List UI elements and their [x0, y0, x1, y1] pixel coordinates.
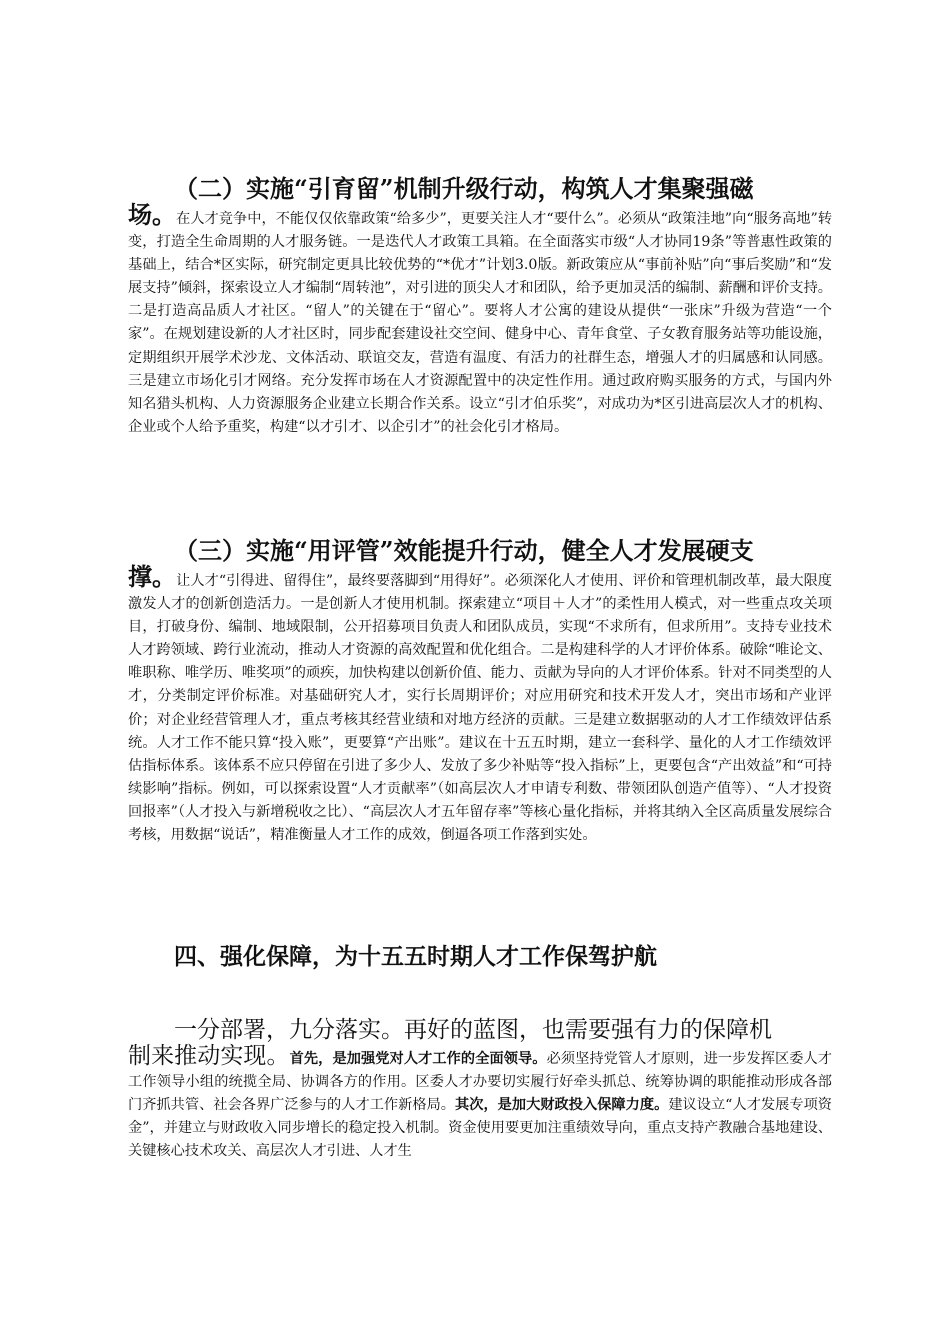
- section-4-body-2: 建议设立“人才发展专项资金”，并建立与财政收入同步增长的稳定投入机制。资金使用要更加注重绩效导向，重点支持产教融合基地建设、关键核心技术攻关、高层次人才引进、人才生: [128, 1097, 832, 1160]
- section-2-paragraph: [128, 200, 833, 439]
- section-3-body: 让人才“引得进、留得住”，最终要落脚到“用得好”。必须深化人才使用、评价和管理机制改革，最大限度激发人才的创新创造活力。一是创新人才使用机制。探索建立“项目＋人才”的柔性用人模式，对一些重点攻关项目，打破身份、编制、地域限制，公开招募项目负责人和团队成员，实现“不求所有，但求所用”。支持专业技术人才跨领域、跨行业流动，推动人才资源的高效配置和优化组合。二是构建科学的人才评价体系。破除“唯论文、唯职称、唯学历、唯奖项”的顽疾，加快构建以创新价值、能力、贡献为导向的人才评价体系。针对不同类型的人才，分类制定评价标准。对基础研究人才，实行长周期评价；对应用研究和技术开发人才，突出市场和产业评价；对企业经营管理人才，重点考核其经营业绩和对地方经济的贡献。三是建立数据驱动的人才工作绩效评估系统。人才工作不能只算“投入账”，更要算“产出账”。建议在十五五时期，建立一套科学、量化的人才工作绩效评估指标体系。该体系不应只停留在引进了多少人、发放了多少补贴等“投入指标”上，更要包含“产出效益”和“可持续影响”指标。例如，可以探索设置“人才贡献率”（如高层次人才申请专利数、带领团队创造产值等）、“人才投资回报率”（人才投入与新增税收之比）、“高层次人才五年留存率”等核心量化指标，并将其纳入全区高质量发展综合考核，用数据“说话”，精准衡量人才工作的成效，倒逼各项工作落到实处。: [128, 573, 832, 844]
- section-2-heading-end: 场。: [128, 200, 177, 229]
- section-4-paragraph: [128, 1045, 832, 1163]
- section-4-intro-line2: 制来推动实现。: [128, 1043, 290, 1069]
- section-4-point-2: 其次，是加大财政投入保障力度。: [455, 1097, 669, 1114]
- section-2-heading: （二）实施“引育留”机制升级行动，构筑人才集聚强磁: [174, 174, 754, 203]
- section-2: [128, 170, 832, 439]
- section-4-intro-line1: 一分部署，九分落实。再好的蓝图，也需要强有力的保障机: [174, 1017, 772, 1043]
- section-2-body: 在人才竞争中，不能仅仅依靠政策“给多少”，更要关注人才“要什么”。必须从“政策洼地”向“服务高地”转变，打造全生命周期的人才服务链。一是迭代人才政策工具箱。在全面落实市级“人才协同19条”等普惠性政策的基础上，结合*区实际，研究制定更具比较优势的“*优才”计划3.0版。新政策应从“事前补贴”向“事后奖励”和“发展支持”倾斜，探索设立人才编制“周转池”，对引进的顶尖人才和团队，给予更加灵活的编制、薪酬和评价支持。二是打造高品质人才社区。“留人”的关键在于“留心”。要将人才公寓的建设从提供“一张床”升级为营造“一个家”。在规划建设新的人才社区时，同步配套建设社交空间、健身中心、青年食堂、子女教育服务站等功能设施，定期组织开展学术沙龙、文体活动、联谊交友，营造有温度、有活力的社群生态，增强人才的归属感和认同感。三是建立市场化引才网络。充分发挥市场在人才资源配置中的决定性作用。通过政府购买服务的方式，与国内外知名猎头机构、人力资源服务企业建立长期合作关系。设立“引才伯乐奖”，对成功为*区引进高层次人才的机构、企业或个人给予重奖，构建“以才引才、以企引才”的社会化引才格局。: [128, 211, 833, 435]
- section-4-point-1: 首先，是加强党对人才工作的全面领导。: [289, 1051, 547, 1067]
- section-3-paragraph: [128, 562, 832, 847]
- section-4-heading: 四、强化保障，为十五五时期人才工作保驾护航: [174, 943, 657, 970]
- section-3-heading-end: 撑。: [128, 562, 177, 591]
- section-3: [128, 532, 832, 847]
- section-4-body-1: 必须坚持党管人才原则，进一步发挥区委人才工作领导小组的统揽全局、协调各方的作用。区委人才办要切实履行好牵头抓总、统筹协调的职能推动形成各部门齐抓共管、社会各界广泛参与的人才工作新格局。: [128, 1051, 832, 1114]
- section-3-heading: （三）实施“用评管”效能提升行动，健全人才发展硬支: [174, 536, 754, 565]
- section-4: [128, 1012, 832, 1163]
